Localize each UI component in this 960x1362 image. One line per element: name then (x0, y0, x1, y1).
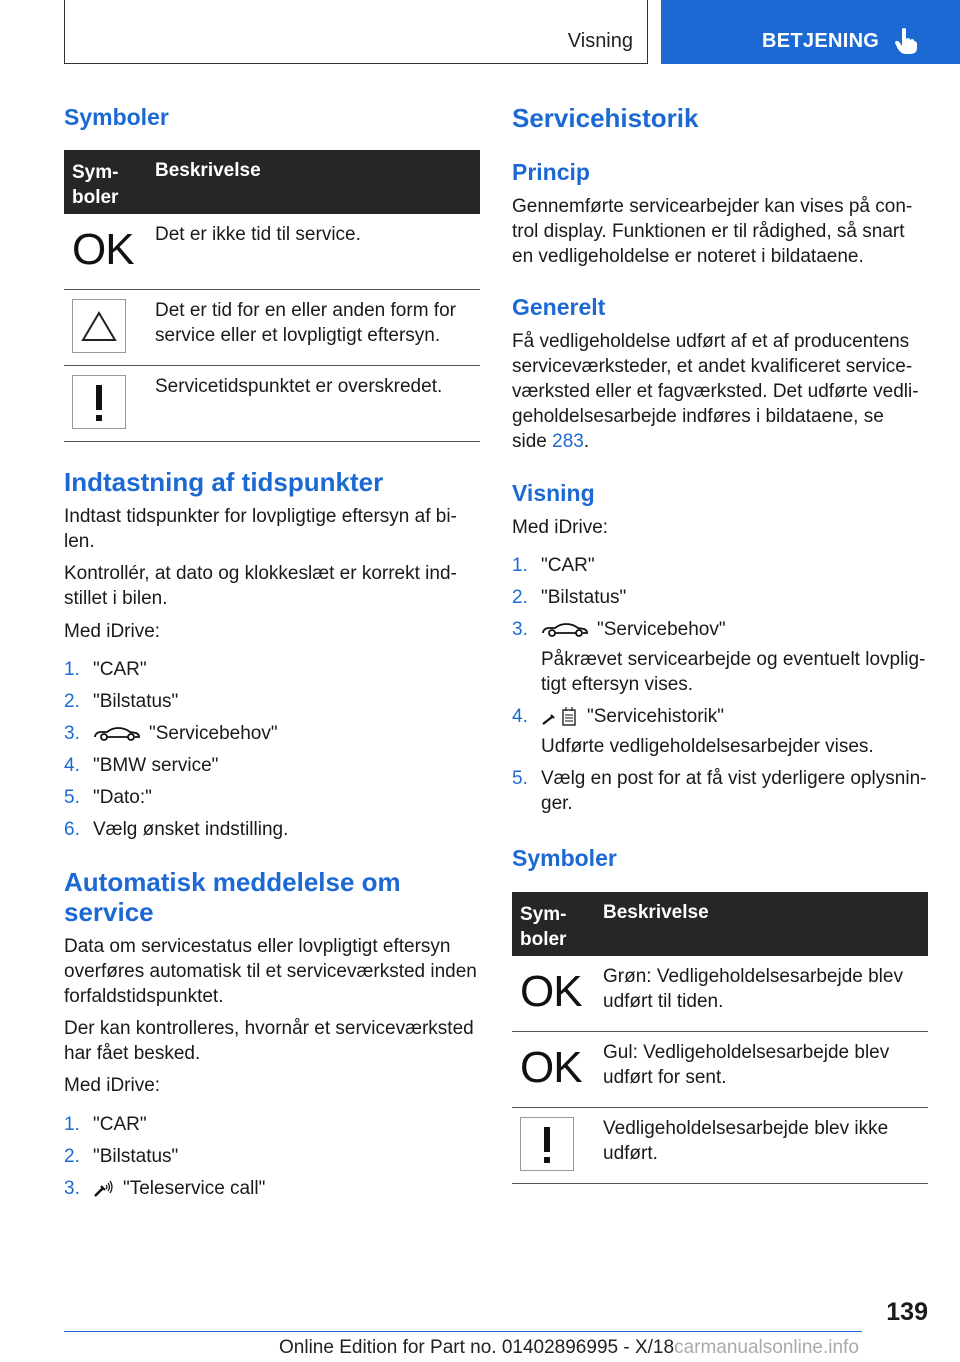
row-description: Det er ikke tid til service. (155, 224, 361, 245)
car-icon (93, 726, 141, 742)
list-item: 6. Vælg ønsket indstilling. (64, 819, 289, 840)
list-item: 3. "Servicebehov" (64, 723, 278, 744)
auto-notify-heading: Automatisk meddelelse om service (64, 867, 401, 927)
car-icon (541, 622, 589, 638)
list-item: 4. "BMW service" (64, 755, 219, 776)
header-section-title: Visning (567, 30, 633, 52)
general-paragraph: Få vedligeholdelse udført af et af producentens serviceværksteder, et andet kvalificeret service- værksted eller et fagværksted. Det udførte vedli- geholdelsesarbejde indføres i bildataene, se side 283. (512, 331, 919, 452)
row-description: Vedligeholdelsesarbejde blev ikke udført. (603, 1118, 889, 1164)
auto-paragraph-3: Med iDrive: (64, 1075, 161, 1096)
auto-paragraph-2: Der kan kontrolleres, hvornår et serviceværksted har fået besked. (64, 1018, 474, 1064)
warning-triangle-icon (72, 299, 126, 353)
list-item: 1. "CAR" (64, 1114, 147, 1135)
auto-paragraph-1: Data om servicestatus eller lovpligtigt eftersyn overføres automatisk til et serviceværksted inden forfaldstidspunktet. (64, 936, 477, 1007)
table-row (512, 1108, 928, 1184)
col-symbols-header: Sym- boler (72, 162, 119, 208)
principle-paragraph: Gennemførte servicearbejder kan vises på con- trol display. Funktionen er til rådighed, så snart en vedligeholdelse er noteret i bildataene. (512, 196, 913, 267)
table-row (64, 214, 480, 290)
dates-steps-list (64, 657, 480, 849)
history-heading: Servicehistorik (512, 103, 699, 133)
auto-steps-list (64, 1112, 480, 1208)
list-item: 5. "Dato:" (64, 787, 152, 808)
table-row (512, 956, 928, 1032)
list-item: 3. "Servicebehov" Påkrævet servicearbejde og eventuelt lovplig- tigt eftersyn vises. (512, 619, 926, 695)
symbols-table-right (512, 892, 928, 1184)
row-description: Grøn: Vedligeholdelsesarbejde blev udført til tiden. (603, 966, 903, 1012)
display-heading: Visning (512, 480, 595, 506)
ok-yellow-icon: OK (520, 1043, 582, 1092)
list-item: 1. "CAR" (64, 659, 147, 680)
exclamation-icon (520, 1117, 574, 1171)
page-reference-link[interactable]: 283 (552, 431, 584, 452)
table-row (512, 1032, 928, 1108)
row-description: Gul: Vedligeholdelsesarbejde blev udført for sent. (603, 1042, 890, 1088)
display-paragraph: Med iDrive: (512, 517, 609, 538)
list-item: 2. "Bilstatus" (64, 691, 179, 712)
general-heading: Generelt (512, 294, 606, 320)
header-section-box (64, 0, 648, 64)
header-chapter-tab[interactable] (661, 0, 960, 64)
list-item: 3. "Teleservice call" (64, 1178, 266, 1199)
dates-paragraph-2: Kontrollér, at dato og klokkeslæt er korrekt ind- stillet i bilen. (64, 563, 457, 609)
symbols-table-left (64, 150, 480, 442)
exclamation-icon (72, 375, 126, 429)
list-item: 4. "Servicehistorik" Udførte vedligeholdelsesarbejder vises. (512, 706, 874, 757)
row-description: Det er tid for en eller anden form for service eller et lovpligtigt eftersyn. (155, 300, 456, 346)
dates-heading: Indtastning af tidspunkter (64, 467, 384, 497)
footer-divider (64, 1331, 862, 1332)
dates-paragraph-3: Med iDrive: (64, 621, 161, 642)
hand-pointer-icon (895, 28, 917, 54)
wrench-signal-icon (93, 1180, 115, 1198)
list-item: 5. Vælg en post for at få vist yderligere oplysnin- ger. (512, 768, 927, 814)
list-item: 2. "Bilstatus" (64, 1146, 179, 1167)
display-steps-list (512, 553, 928, 823)
col-description-header: Beskrivelse (155, 160, 261, 181)
symbols-heading-left: Symboler (64, 104, 169, 130)
list-item: 1. "CAR" (512, 555, 595, 576)
service-history-icon (541, 707, 579, 727)
table-row (64, 366, 480, 442)
principle-heading: Princip (512, 159, 590, 185)
list-item: 2. "Bilstatus" (512, 587, 627, 608)
footer-watermark: carmanualsonline.info (674, 1337, 859, 1358)
table-header (512, 892, 928, 956)
dates-paragraph-1: Indtast tidspunkter for lovpligtige eftersyn af bi- len. (64, 506, 457, 552)
ok-green-icon: OK (520, 967, 582, 1016)
symbols-heading-right: Symboler (512, 845, 617, 871)
table-row (64, 290, 480, 366)
header-chapter-title: BETJENING (762, 30, 880, 52)
row-description: Servicetidspunktet er overskredet. (155, 376, 443, 397)
table-header (64, 150, 480, 214)
col-description-header: Beskrivelse (603, 902, 709, 923)
footer-edition: Online Edition for Part no. 01402896995 - X/18carmanualsonline.info (279, 1337, 859, 1358)
page-number: 139 (886, 1298, 928, 1326)
ok-icon: OK (72, 225, 134, 274)
col-symbols-header: Sym- boler (520, 904, 567, 950)
